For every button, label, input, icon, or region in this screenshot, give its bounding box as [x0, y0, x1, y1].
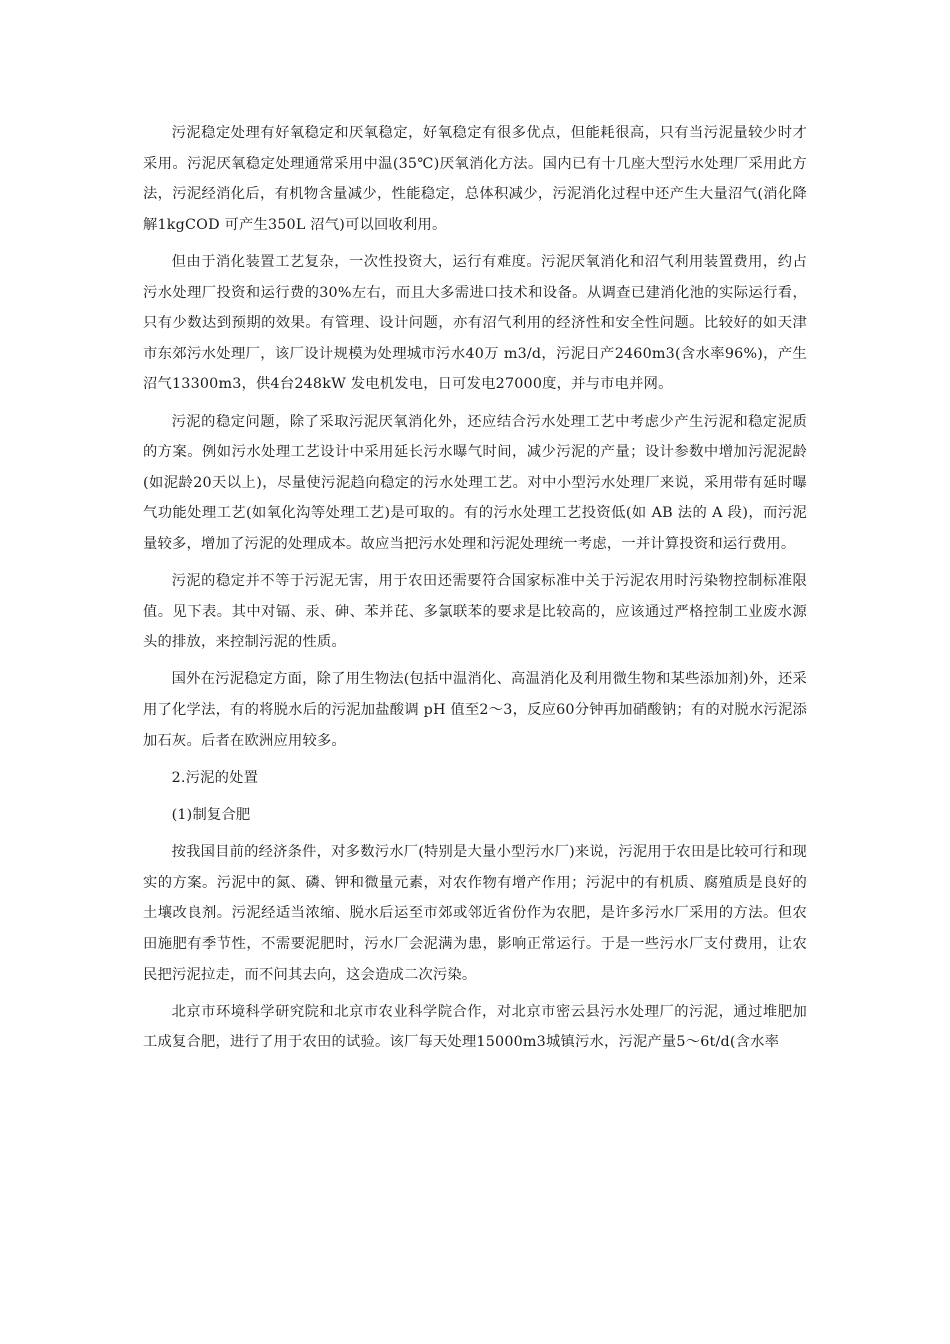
- paragraph-foreign-methods: 国外在污泥稳定方面，除了用生物法(包括中温消化、高温消化及利用微生物和某些添加剂)外，还采用了化学法，有的将脱水后的污泥加盐酸调 pH 值至2～3，反应60分钟再加硝酸钠；有的对脱水污泥添加石灰。后者在欧洲应用较多。: [143, 671, 807, 749]
- paragraph-agricultural-use: 按我国目前的经济条件，对多数污水厂(特别是大量小型污水厂)来说，污泥用于农田是比较可行和现实的方案。污泥中的氮、磷、钾和微量元素，对农作物有增产作用；污泥中的有机质、腐殖质是良好的土壤改良剂。污泥经适当浓缩、脱水后运至市郊或邻近省份作为农肥，是许多污水厂采用的方法。但农田施肥有季节性，不需要泥肥时，污水厂会泥满为患，影响正常运行。于是一些污水厂支付费用，让农民把污泥拉走，而不问其去向，这会造成二次污染。: [143, 844, 807, 983]
- paragraph-aerobic-anaerobic-stabilization: 污泥稳定处理有好氧稳定和厌氧稳定，好氧稳定有很多优点，但能耗很高，只有当污泥量较少时才采用。污泥厌氧稳定处理通常采用中温(35℃)厌氧消化方法。国内已有十几座大型污水处理厂采用此方法，污泥经消化后，有机物含量减少，性能稳定，总体积减少，污泥消化过程中还产生大量沼气(消化降解1kgCOD 可产生350L 沼气)可以回收利用。: [143, 125, 807, 233]
- subsection-heading: (1)制复合肥: [171, 807, 251, 824]
- paragraph-beijing-compost-trial: 北京市环境科学研究院和北京市农业科学院合作，对北京市密云县污水处理厂的污泥，通过堆肥加工成复合肥，进行了用于农田的试验。该厂每天处理15000m3城镇污水，污泥产量5～6t/d(含水率: [143, 1003, 807, 1051]
- section-heading: 2.污泥的处置: [171, 769, 259, 786]
- paragraph-digestion-cost: 但由于消化装置工艺复杂，一次性投资大，运行有难度。污泥厌氧消化和沼气利用装置费用，约占污水处理厂投资和运行费的30%左右，而且大多需进口技术和设备。从调查已建消化池的实际运行看，只有少数达到预期的效果。有管理、设计问题，亦有沼气利用的经济性和安全性问题。比较好的如天津市东郊污水处理厂，该厂设计规模为处理城市污水40万 m3/d，污泥日产2460m3(含水率96%)，产生沼气13300m3，供4台248kW 发电机发电，日可发电27000度，并与市电并网。: [143, 253, 807, 393]
- paragraph-stability-process-design: 污泥的稳定问题，除了采取污泥厌氧消化外，还应结合污水处理工艺中考虑少产生污泥和稳定泥质的方案。例如污水处理工艺设计中采用延长污水曝气时间，减少污泥的产量；设计参数中增加污泥泥龄(如泥龄20天以上)，尽量使污泥趋向稳定的污水处理工艺。对中小型污水处理厂来说，采用带有延时曝气功能处理工艺(如氧化沟等处理工艺)是可取的。有的污水处理工艺投资低(如 AB 法的 A 段)，而污泥量较多，增加了污泥的处理成本。故应当把污水处理和污泥处理统一考虑，一并计算投资和运行费用。: [143, 413, 807, 552]
- document-body: [143, 118, 807, 1065]
- paragraph-pollutant-limits: 污泥的稳定并不等于污泥无害，用于农田还需要符合国家标准中关于污泥农用时污染物控制标准限值。见下表。其中对镉、汞、砷、苯并芘、多氯联苯的要求是比较高的，应该通过严格控制工业废水源头的排放，来控制污泥的性质。: [143, 573, 807, 651]
